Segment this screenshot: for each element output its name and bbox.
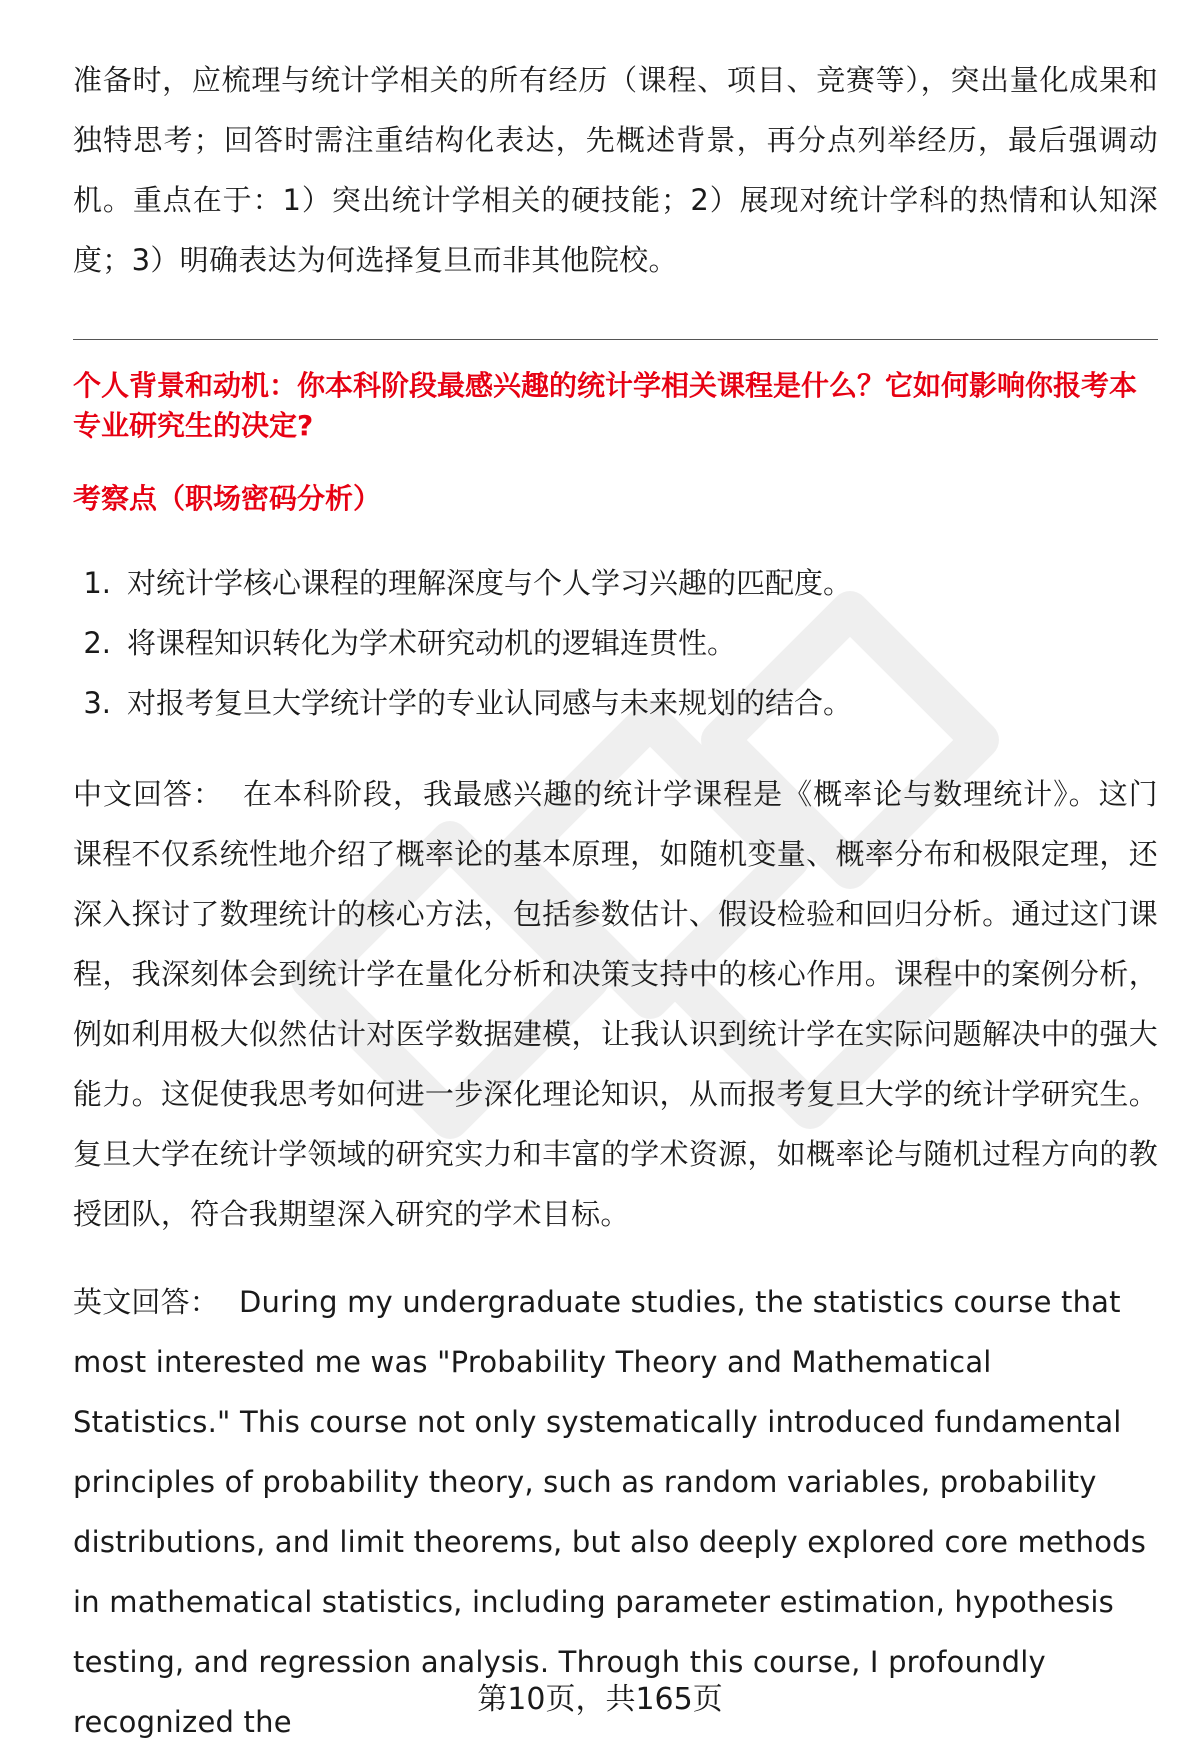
page-number-footer: 第10页，共165页 bbox=[477, 1682, 723, 1717]
section-divider bbox=[73, 339, 1158, 340]
list-item bbox=[73, 553, 1158, 613]
english-answer-label: 英文回答： bbox=[73, 1285, 220, 1319]
list-item-number: 2. bbox=[83, 626, 111, 660]
list-item bbox=[73, 613, 1158, 673]
intro-paragraph: 准备时，应梳理与统计学相关的所有经历（课程、项目、竞赛等），突出量化成果和独特思考；回答时需注重结构化表达，先概述背景，再分点列举经历，最后强调动机。重点在于：1）突出统计学相关的硬技能；2）展现对统计学科的热情和认知深度；3）明确表达为何选择复旦而非其他院校。 bbox=[73, 63, 1158, 277]
chinese-answer-label: 中文回答： bbox=[73, 777, 224, 811]
chinese-answer-paragraph bbox=[73, 764, 1158, 1244]
list-item-text: 对统计学核心课程的理解深度与个人学习兴趣的匹配度。 bbox=[127, 566, 853, 600]
list-item-number: 3. bbox=[83, 686, 111, 720]
list-item bbox=[73, 673, 1158, 733]
chinese-answer-text: 在本科阶段，我最感兴趣的统计学课程是《概率论与数理统计》。这门课程不仅系统性地介绍了概率论的基本原理，如随机变量、概率分布和极限定理，还深入探讨了数理统计的核心方法，包括参数估计、假设检验和回归分析。通过这门课程，我深刻体会到统计学在量化分析和决策支持中的核心作用。课程中的案例分析，例如利用极大似然估计对医学数据建模，让我认识到统计学在实际问题解决中的强大能力。这促使我思考如何进一步深化理论知识，从而报考复旦大学的统计学研究生。复旦大学在统计学领域的研究实力和丰富的学术资源，如概率论与随机过程方向的教授团队，符合我期望深入研究的学术目标。 bbox=[73, 777, 1158, 1231]
english-answer-text: During my undergraduate studies, the statistics course that most interested me was "Probability Theory and Mathematical Statistics." This course not only systematically introduced fundamental principles of probability theory, such as random variables, probability distributions, and limit theorems, but also deeply explored core methods in mathematical statistics, including parameter estimation, hypothesis testing, and regression analysis. Through this course, I profoundly recognized the bbox=[73, 1285, 1147, 1739]
list-item-text: 将课程知识转化为学术研究动机的逻辑连贯性。 bbox=[127, 626, 737, 660]
assessment-points-heading: 考察点（职场密码分析） bbox=[73, 482, 382, 515]
chinese-answer-section bbox=[73, 764, 1158, 1244]
list-item-number: 1. bbox=[83, 566, 111, 600]
intro-section bbox=[73, 50, 1158, 290]
assessment-points-list bbox=[73, 553, 1158, 733]
list-item-text: 对报考复旦大学统计学的专业认同感与未来规划的结合。 bbox=[127, 686, 853, 720]
question-heading: 个人背景和动机：你本科阶段最感兴趣的统计学相关课程是什么？它如何影响你报考本专业研究生的决定? bbox=[73, 369, 1138, 442]
